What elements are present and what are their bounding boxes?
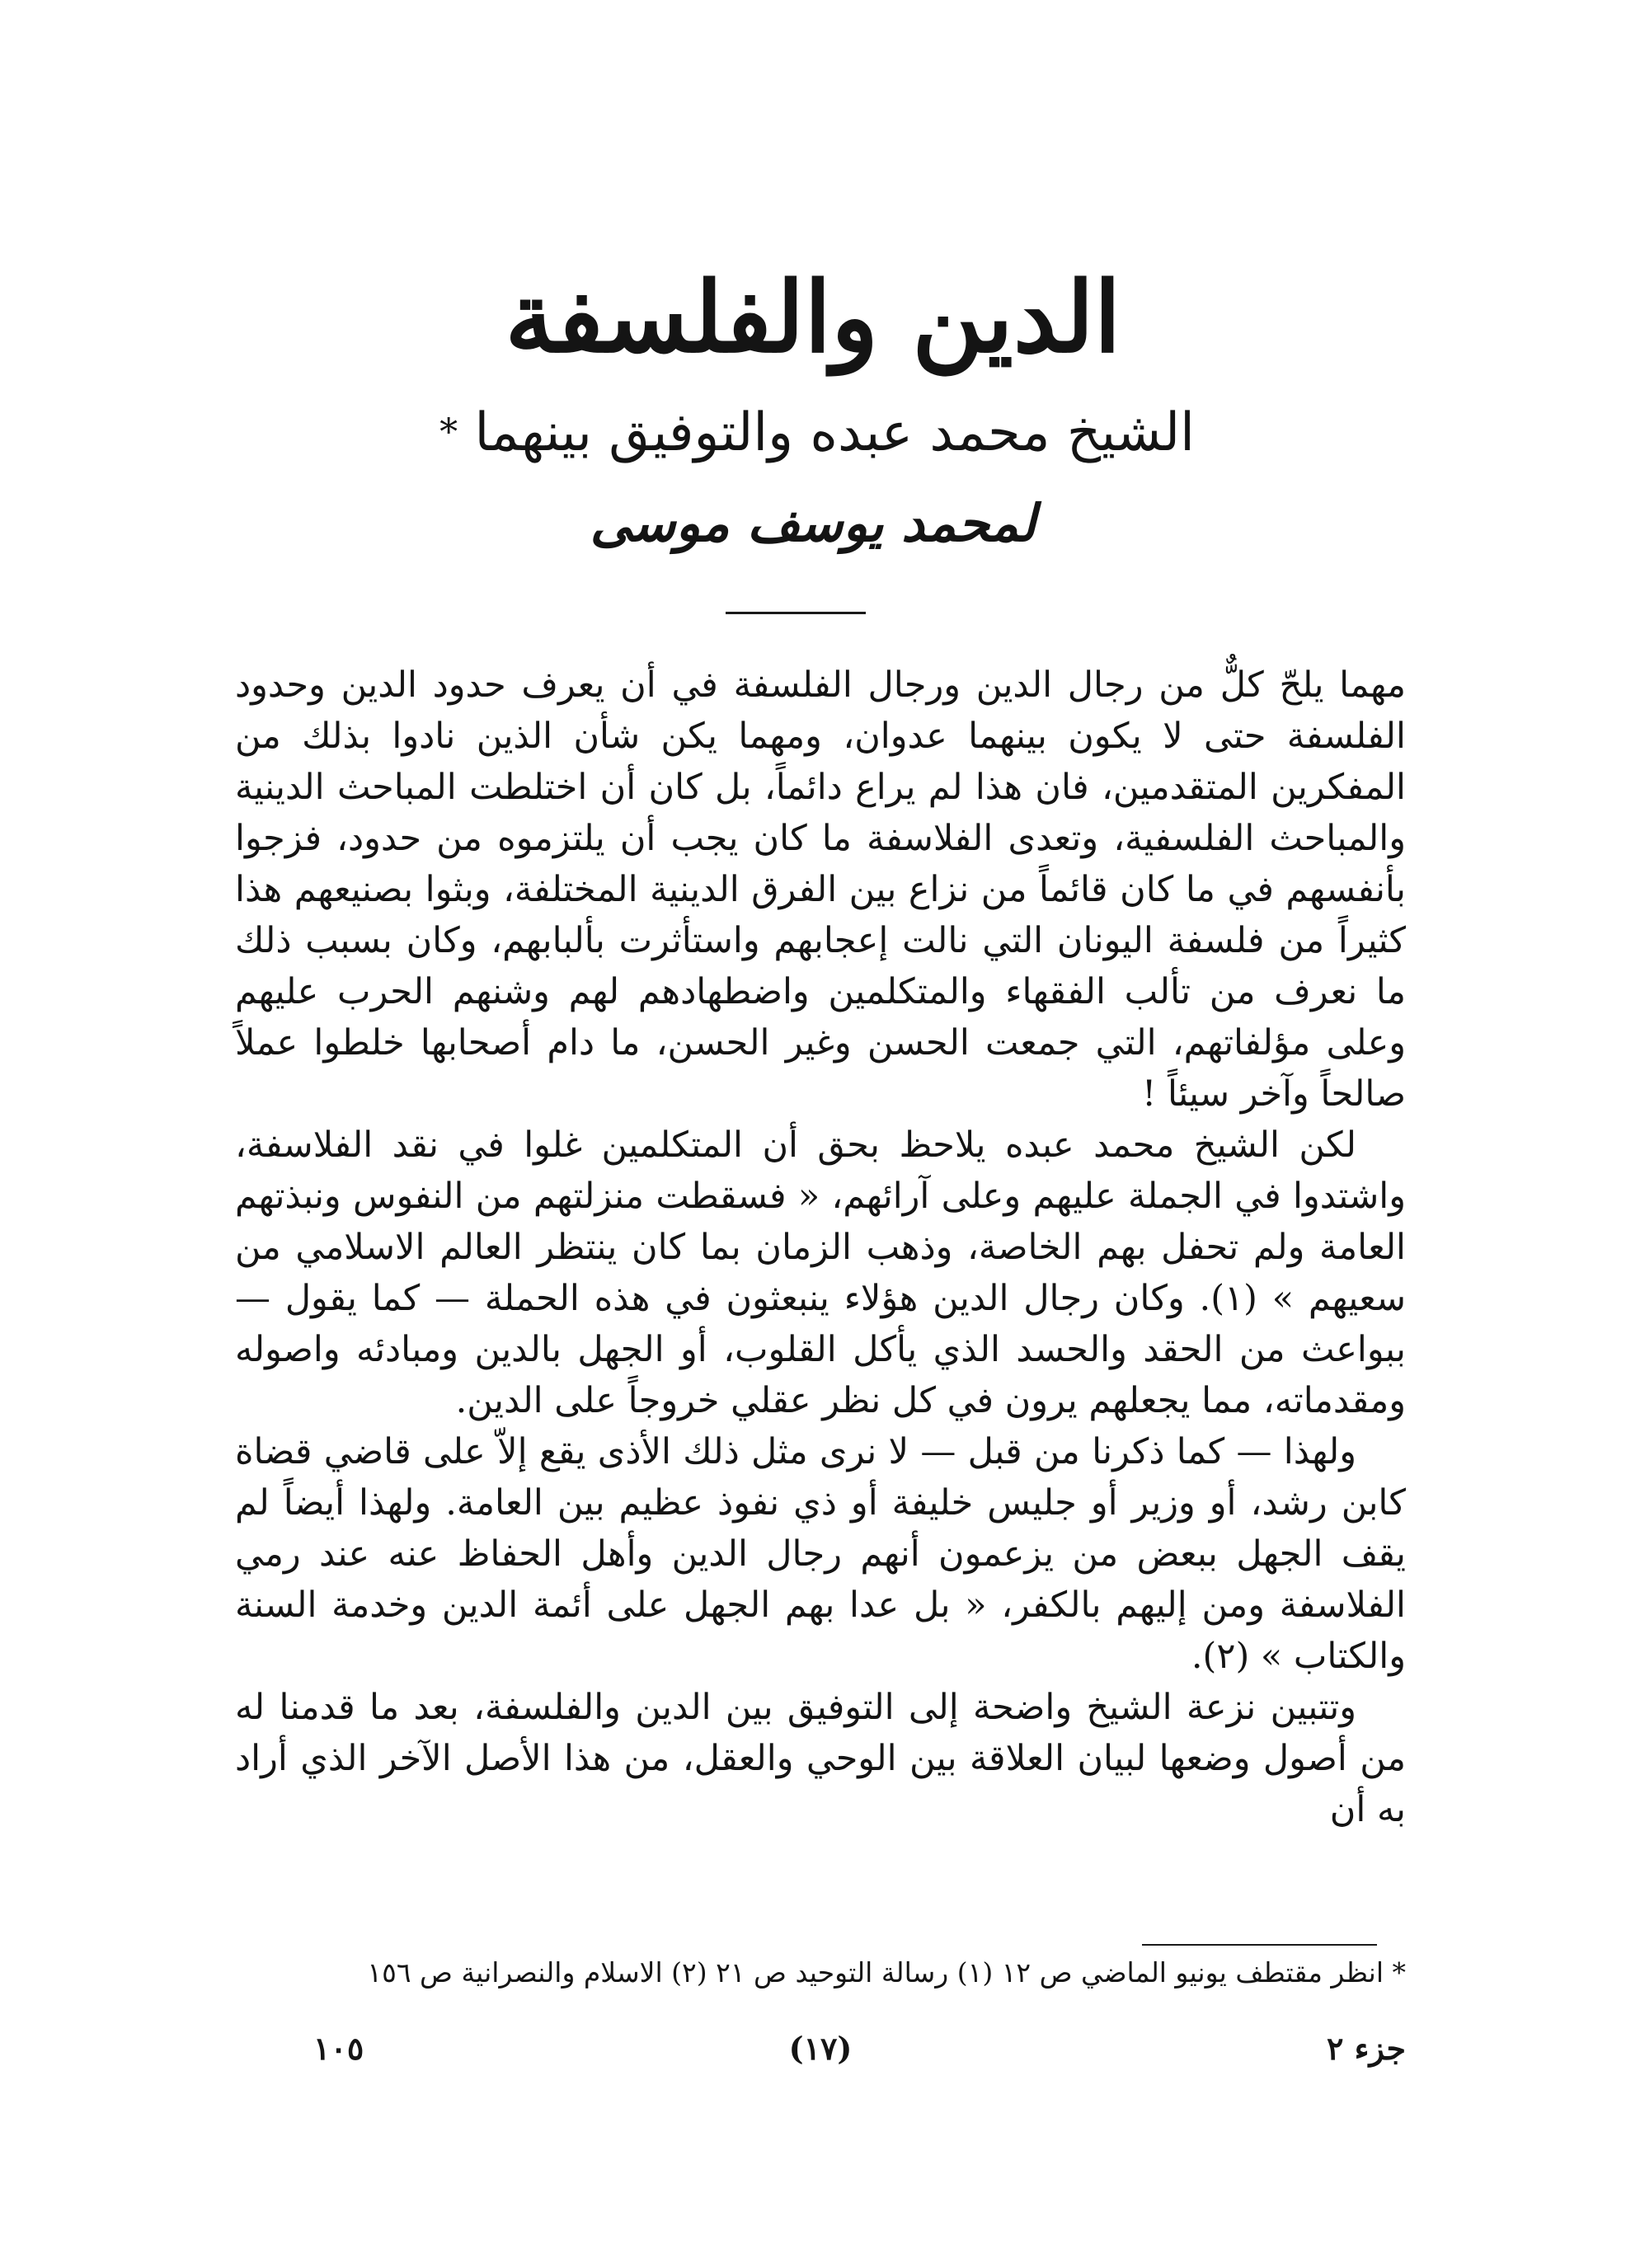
footnote-marker: *: [439, 411, 458, 453]
body-paragraph: لكن الشيخ محمد عبده يلاحظ بحق أن المتكلمين غلوا في نقد الفلاسفة، واشتدوا في الجملة عليهم وعلى آرائهم، « فسقطت منزلتهم من النفوس ونبذتهم العامة ولم تحفل بهم الخاصة، وذهب الزمان بما كان ينتظر العالم الاسلامي من سعيهم » (١). وكان رجال الدين هؤلاء ينبعثون في هذه الحملة — كما يقول — ببواعث من الحقد والحسد الذي يأكل القلوب، أو الجهل بالدين ومبادئه واصوله ومقدماته، مما يجعلهم يرون في كل نظر عقلي خروجاً على الدين.: [235, 1125, 1407, 1421]
article-author: لمحمد يوسف موسى: [590, 493, 1036, 553]
fold-label: جزء ٢: [1327, 2030, 1406, 2067]
subtitle-text: الشيخ محمد عبده والتوفيق بينهما: [474, 402, 1195, 463]
body-paragraph: مهما يلحّ كلٌّ من رجال الدين ورجال الفلسفة في أن يعرف حدود الدين وحدود الفلسفة حتى لا يكون بينهما عدوان، ومهما يكن شأن الذين نادوا بذلك من المفكرين المتقدمين، فان هذا لم يراع دائماً، بل كان أن اختلطت المباحث الدينية والمباحث الفلسفية، وتعدى الفلاسفة ما كان يجب أن يلتزموه من حدود، فزجوا بأنفسهم في ما كان قائماً من نزاع بين الفرق الدينية المختلفة، وبثوا بصنيعهم هذا كثيراً من فلسفة اليونان التي نالت إعجابهم واستأثرت بألبابهم، وكان بسبب ذلك ما نعرف من تألب الفقهاء والمتكلمين واضطهادهم لهم وشنهم الحرب عليهم وعلى مؤلفاتهم، التي جمعت الحسن وغير الحسن، ما دام أصحابها خلطوا عملاً صالحاً وآخر سيئاً !: [235, 664, 1406, 1115]
article-body: [235, 660, 1406, 1835]
print-number: ١٠٥: [313, 2030, 364, 2067]
body-paragraph: ولهذا — كما ذكرنا من قبل — لا نرى مثل ذلك الأذى يقع إلاّ على قاضي قضاة كابن رشد، أو وزير أو جليس خليفة أو ذي نفوذ عظيم بين العامة. ولهذا أيضاً لم يقف الجهل ببعض من يزعمون أنهم رجال الدين وأهل الحفاظ عنه عند رمي الفلاسفة ومن إليهم بالكفر، « بل عدا بهم الجهل على أئمة الدين وخدمة السنة والكتاب » (٢).: [235, 1431, 1406, 1677]
page-footer: [235, 2024, 1406, 2073]
article-subtitle: [0, 396, 1626, 470]
footnote-divider: [1142, 1944, 1377, 1946]
body-paragraph: وتتبين نزعة الشيخ واضحة إلى التوفيق بين الدين والفلسفة، بعد ما قدمنا له من أصول وضعها لبيان العلاقة بين الوحي والعقل، من هذا الأصل الآخر الذي أراد به أن: [235, 1687, 1406, 1830]
page-number: (١٧): [788, 2030, 853, 2067]
article-title: الدين والفلسفة: [505, 260, 1121, 374]
footnote: * انظر مقتطف يونيو الماضي ص ١٢ (١) رسالة التوحيد ص ٢١ (٢) الاسلام والنصرانية ص ١٥٦: [367, 1956, 1406, 1989]
title-divider: [726, 612, 866, 614]
